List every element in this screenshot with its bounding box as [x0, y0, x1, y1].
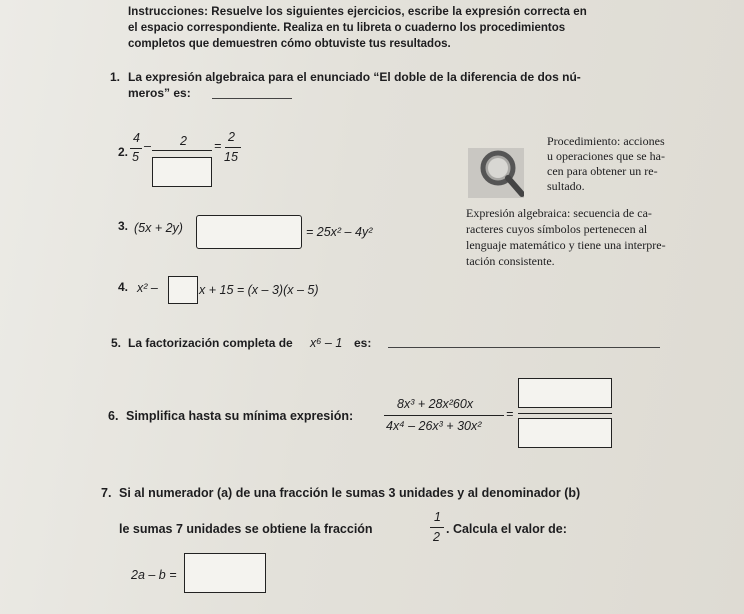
exercise-7-number: 7. — [101, 486, 112, 500]
glossary-expresion-line-4: tación consistente. — [466, 254, 555, 268]
exercise-2-frac1-den: 5 — [132, 150, 139, 164]
exercise-4-right: x + 15 = (x – 3)(x – 5) — [199, 283, 319, 297]
exercise-1-number: 1. — [110, 70, 121, 84]
exercise-6-fraction-bar — [384, 415, 504, 416]
exercise-6-text: Simplifica hasta su mínima expresión: — [126, 409, 354, 423]
exercise-6-numerator: 8x³ + 28x²60x — [397, 397, 474, 411]
exercise-7-frac-num: 1 — [434, 510, 441, 524]
glossary-procedimiento-line-1: Procedimiento: acciones — [547, 134, 665, 148]
exercise-5-suffix: es: — [354, 336, 372, 350]
glossary-procedimiento-line-3: cen para obtener un re- — [547, 164, 658, 178]
exercise-7-line-1: Si al numerador (a) de una fracción le sumas 3 unidades y al denominador (b) — [119, 486, 581, 500]
exercise-2-frac2-bar — [152, 150, 212, 151]
instructions-line-3: completos que demuestren cómo obtuviste tus resultados. — [128, 38, 451, 50]
exercise-5-answer-line[interactable] — [388, 347, 660, 348]
exercise-5-number: 5. — [111, 336, 122, 350]
exercise-2-frac3-num: 2 — [228, 130, 235, 144]
exercise-3-answer-box[interactable] — [196, 215, 302, 249]
exercise-2-frac2-num: 2 — [180, 134, 187, 148]
exercise-2-minus: – — [144, 139, 151, 153]
exercise-1-answer-line[interactable] — [212, 98, 292, 99]
glossary-procedimiento-line-2: u operaciones que se ha- — [547, 149, 665, 163]
exercise-6-denominator: 4x⁴ – 26x³ + 30x² — [386, 419, 482, 433]
exercise-5-text: La factorización completa de — [128, 336, 293, 350]
exercise-2-number: 2. — [118, 145, 129, 159]
instructions-line-2: el espacio correspondiente. Realiza en tu libreta o cuaderno los procedimientos — [128, 22, 566, 34]
glossary-expresion-line-2: racteres cuyos símbolos pertenecen al — [466, 222, 648, 236]
exercise-6-number: 6. — [108, 409, 119, 423]
exercise-6-answer-denominator-box[interactable] — [518, 418, 612, 448]
exercise-4-number: 4. — [118, 280, 129, 294]
glossary-expresion-line-1: Expresión algebraica: secuencia de ca- — [466, 206, 652, 220]
exercise-3-right: = 25x² – 4y² — [306, 225, 373, 239]
exercise-7-frac-den: 2 — [433, 530, 440, 544]
glossary-expresion-line-3: lenguaje matemático y tiene una interpre- — [466, 238, 666, 252]
exercise-7-line-2: le sumas 7 unidades se obtiene la fracción — [119, 522, 373, 536]
exercise-4-left: x² – — [137, 281, 158, 295]
exercise-6-answer-numerator-box[interactable] — [518, 378, 612, 408]
exercise-2-frac1-num: 4 — [133, 131, 140, 145]
exercise-6-equals: = — [506, 407, 514, 421]
instructions-line-1: Instrucciones: Resuelve los siguientes ejercicios, escribe la expresión correcta en — [128, 6, 587, 18]
exercise-2-answer-box[interactable] — [152, 157, 212, 187]
exercise-2-frac3-den: 15 — [224, 150, 238, 164]
exercise-7-answer-box[interactable] — [184, 553, 266, 593]
exercise-2-equals: = — [214, 139, 222, 153]
exercise-3-number: 3. — [118, 219, 129, 233]
exercise-1-line-2: meros” es: — [128, 86, 191, 100]
exercise-2-frac1-bar — [130, 148, 142, 149]
exercise-7-frac-bar — [430, 527, 444, 528]
exercise-6-answer-bar — [518, 413, 612, 414]
magnifier-icon — [468, 148, 524, 198]
exercise-5-expr: x⁶ – 1 — [310, 336, 343, 350]
glossary-procedimiento-line-4: sultado. — [547, 179, 585, 193]
exercise-3-left: (5x + 2y) — [134, 221, 183, 235]
exercise-7-line-2-end: . Calcula el valor de: — [446, 522, 567, 536]
exercise-1-line-1: La expresión algebraica para el enunciado “El doble de la diferencia de dos nú- — [128, 70, 581, 84]
exercise-7-expression: 2a – b = — [131, 568, 177, 582]
exercise-2-frac3-bar — [225, 147, 241, 148]
exercise-4-answer-box[interactable] — [168, 276, 198, 304]
